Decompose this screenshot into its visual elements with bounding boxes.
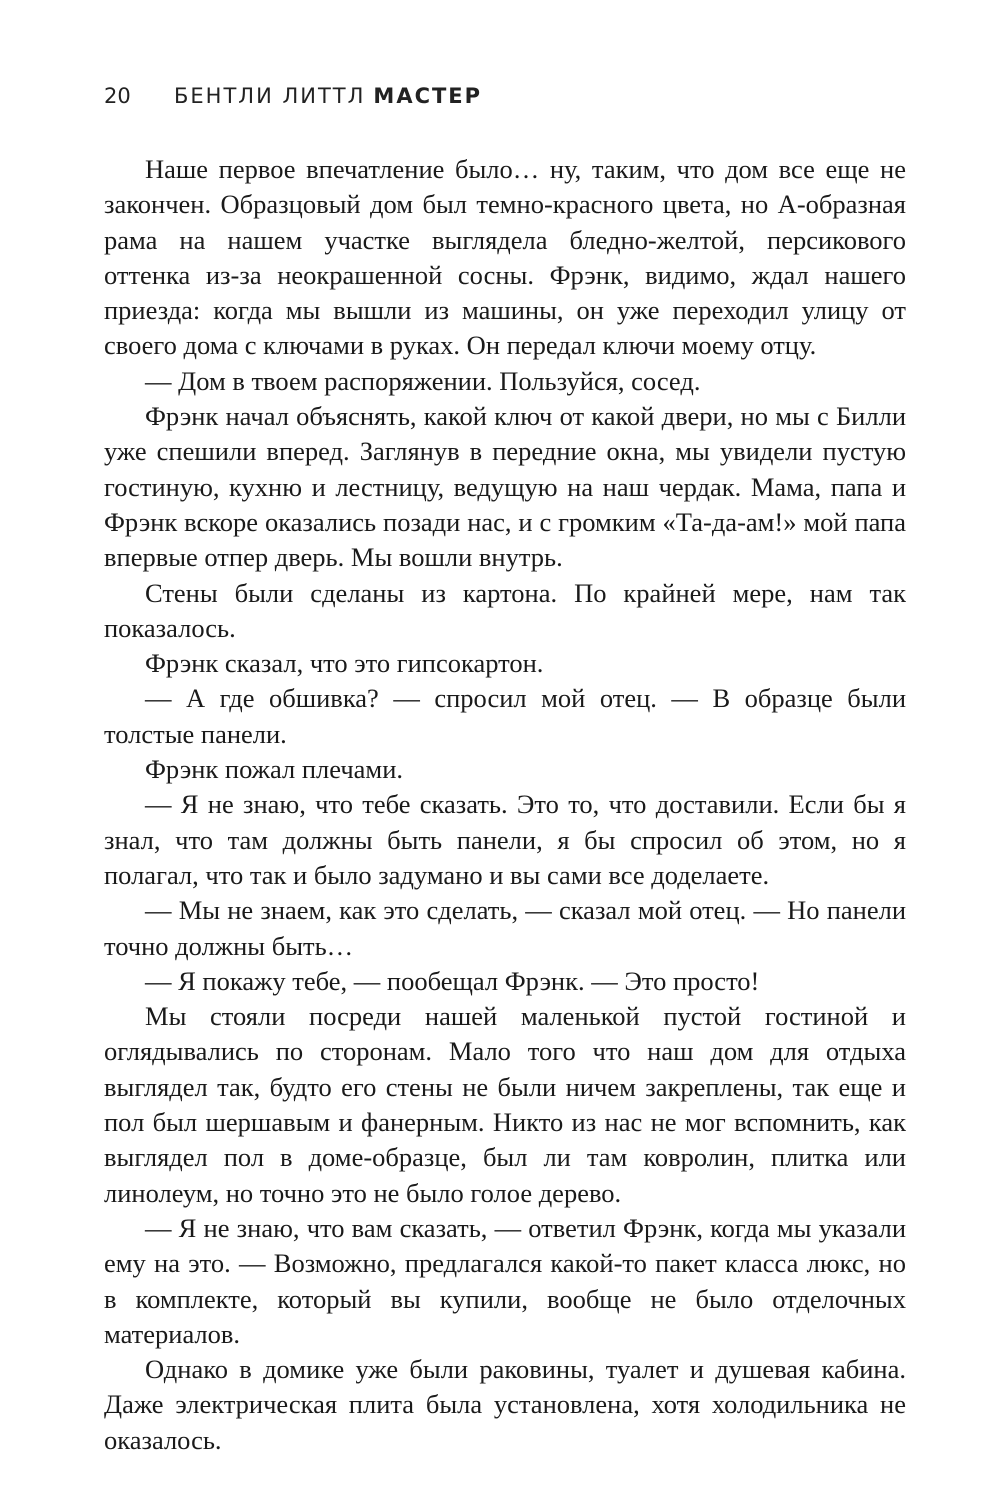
paragraph: — Дом в твоем распоряжении. Пользуйся, сосед.	[145, 365, 701, 396]
paragraph: Наше первое впечатление было… ну, таким, что дом все еще не закончен. Образцовый дом был темно-красного цвета, но А-образная рама на нашем участке выглядела бледно-желтой, персикового оттенка из-за неокрашенной сосны. Фрэнк, видимо, ждал нашего приезда: когда мы вышли из машины, он уже переходил улицу от своего дома с ключами в руках. Он передал ключи моему отцу.	[104, 154, 906, 361]
book-title: МАСТЕР	[373, 84, 483, 108]
paragraph: — Я покажу тебе, — пообещал Фрэнк. — Это просто!	[145, 965, 760, 996]
paragraph: Стены были сделаны из картона. По крайней мере, нам так показалось.	[104, 577, 906, 643]
paragraph: Фрэнк пожал плечами.	[145, 754, 403, 785]
paragraph: Мы стояли посреди нашей маленькой пустой гостиной и оглядывались по сторонам. Мало того что наш дом для отдыха выглядел так, будто его стены не были ничем закреплены, так еще и пол был шершавым и фанерным. Никто из нас не мог вспомнить, как выглядел пол в доме-образце, был ли там ковролин, плитка или линолеум, но точно это не было голое дерево.	[104, 1001, 906, 1208]
paragraph: Фрэнк начал объяснять, какой ключ от какой двери, но мы с Билли уже спешили вперед. Заглянув в передние окна, мы увидели пустую гостиную, кухню и лестницу, ведущую на наш чердак. Мама, папа и Фрэнк вскоре оказались позади нас, и с громким «Та-да-ам!» мой папа впервые отпер дверь. Мы вошли внутрь.	[104, 401, 906, 573]
paragraph: — Мы не знаем, как это сделать, — сказал мой отец. — Но панели точно должны быть…	[104, 895, 906, 961]
paragraph: — Я не знаю, что вам сказать, — ответил Фрэнк, когда мы указали ему на это. — Возможно, предлагался какой-то пакет класса люкс, но в комплекте, который вы купили, вообще не было отделочных материалов.	[104, 1212, 906, 1349]
running-header	[104, 84, 482, 108]
paragraph: — А где обшивка? — спросил мой отец. — В образце были толстые панели.	[104, 683, 906, 749]
body-text	[104, 152, 906, 1458]
page-number: 20	[104, 84, 131, 108]
author-name: БЕНТЛИ ЛИТТЛ	[174, 84, 366, 108]
paragraph: Однако в домике уже были раковины, туалет и душевая кабина. Даже электрическая плита была установлена, хотя холодильника не оказалось.	[104, 1354, 906, 1455]
paragraph: — Я не знаю, что тебе сказать. Это то, что доставили. Если бы я знал, что там должны быть панели, я бы спросил об этом, но я полагал, что так и было задумано и вы сами все доделаете.	[104, 789, 906, 890]
paragraph: Фрэнк сказал, что это гипсокартон.	[145, 648, 544, 679]
